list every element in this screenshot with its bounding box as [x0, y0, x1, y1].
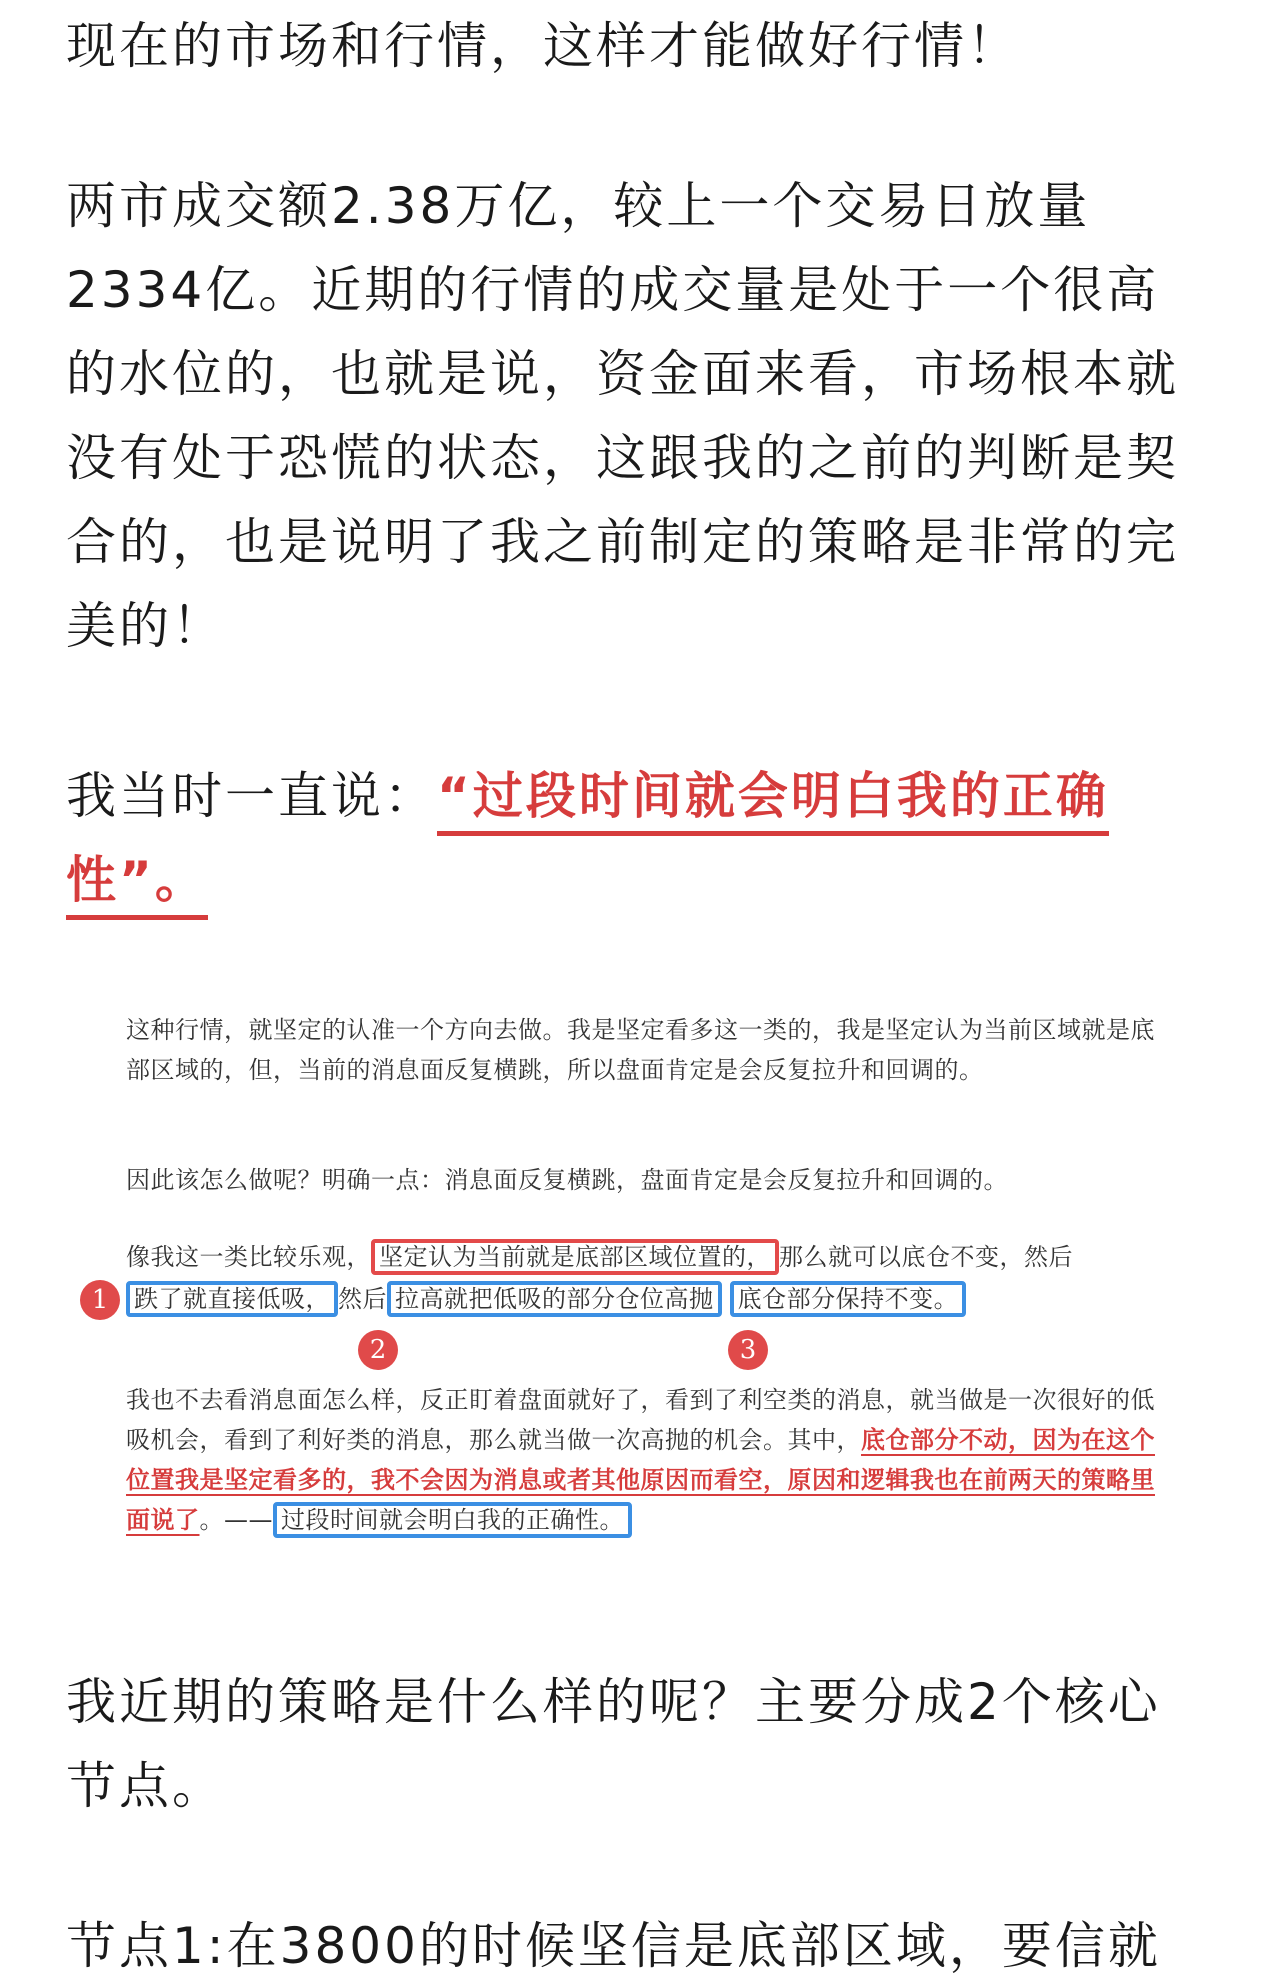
marker-3: 3 — [728, 1330, 768, 1370]
screenshot-para-1: 这种行情，就坚定的认准一个方向去做。我是坚定看多这一类的，我是坚定认为当前区域就是底部区域的，但，当前的消息面反复横跳，所以盘面肯定是会反复拉升和回调的。 — [126, 1016, 1155, 1084]
red-bold-text: 底仓部分不动，因为在这个位置我是坚定看多的，我不会因为消息或者其他原因而看空，原因和逻辑我也在前两天的策略里面说了 — [126, 1426, 1155, 1534]
annotation-box-conclusion: 过段时间就会明白我的正确性。 — [273, 1502, 632, 1538]
quote-highlight: “过段时间就会明白我的正确性”。 — [66, 767, 1109, 920]
paragraph-strategy: 我近期的策略是什么样的呢？主要分成2个核心节点。 — [66, 1673, 1161, 1815]
paragraph-node-1: 节点1:在3800的时候坚信是底部区域，要信就 — [66, 1917, 1161, 1975]
screenshot-para-4: 我也不去看消息面怎么样，反正盯着盘面就好了，看到了利空类的消息，就当做是一次很好的低吸机会，看到了利好类的消息，那么就当做一次高抛的机会。其中，底仓部分不动，因为在这个位置我是坚定看多的，我不会因为消息或者其他原因而看空，原因和逻辑我也在前两天的策略里面说了。—— 过段时间就会明白我的正确性。 — [126, 1380, 1156, 1540]
screenshot-para-2: 因此该怎么做呢？明确一点：消息面反复横跳，盘面肯定是会反复拉升和回调的。 — [126, 1166, 1008, 1194]
annotation-box-2: 拉高就把低吸的部分仓位高抛 — [387, 1281, 722, 1317]
annotation-red-box: 坚定认为当前就是底部区域位置的， — [371, 1239, 779, 1275]
annotation-box-1: 跌了就直接低吸， — [126, 1281, 338, 1317]
marker-2: 2 — [358, 1330, 398, 1370]
quote-prefix: 我当时一直说： — [66, 767, 437, 825]
screenshot-para-3: 像我这一类比较乐观， 坚定认为当前就是底部区域位置的， 那么就可以底仓不变，然后 跌了就直接低吸， 然后 拉高就把低吸的部分仓位高抛 底仓部分保持不变。 — [126, 1236, 1156, 1320]
paragraph-turnover: 两市成交额2.38万亿，较上一个交易日放量2334亿。近期的行情的成交量是处于一个很高的水位的，也就是说，资金面来看，市场根本就没有处于恐慌的状态，这跟我的之前的判断是契合的，也是说明了我之前制定的策略是非常的完美的！ — [66, 177, 1179, 655]
marker-1: 1 — [80, 1280, 120, 1320]
paragraph-intro: 现在的市场和行情，这样才能做好行情！ — [66, 17, 1020, 75]
annotation-box-3: 底仓部分保持不变。 — [730, 1281, 967, 1317]
embedded-screenshot — [91, 1010, 1160, 1570]
paragraph-quote — [66, 754, 1206, 922]
